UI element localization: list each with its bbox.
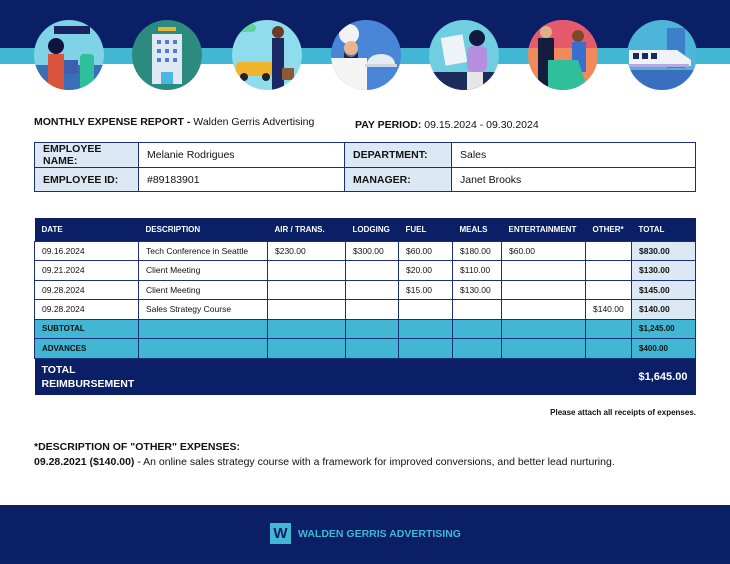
- cell-fuel: $60.00: [399, 241, 453, 261]
- empty-cell: [139, 339, 268, 359]
- empty-cell: [502, 319, 586, 339]
- col-header-total: TOTAL: [632, 218, 696, 241]
- empty-cell: [139, 319, 268, 339]
- col-header-date: DATE: [35, 218, 139, 241]
- empty-cell: [502, 339, 586, 359]
- taxi-illustration-icon: [232, 20, 302, 90]
- employee-id-value: #89183901: [139, 168, 345, 192]
- menu-reading-illustration-icon: [429, 20, 499, 90]
- cell-fuel: $15.00: [399, 280, 453, 300]
- total-reimbursement-value: $1,645.00: [632, 358, 696, 395]
- info-row: [35, 143, 696, 168]
- col-header-meals: MEALS: [453, 218, 502, 241]
- airport-illustration-icon: [34, 20, 104, 90]
- table-row: [35, 241, 696, 261]
- cell-lodging: $300.00: [346, 241, 399, 261]
- cell-meals: $130.00: [453, 280, 502, 300]
- cell-lodging: [346, 261, 399, 281]
- cell-other: [586, 280, 632, 300]
- cell-entertainment: [502, 280, 586, 300]
- department-value: Sales: [452, 143, 696, 168]
- cell-lodging: [346, 280, 399, 300]
- col-header-lodging: LODGING: [346, 218, 399, 241]
- total-reimbursement-label: [35, 358, 632, 395]
- empty-cell: [453, 339, 502, 359]
- cell-meals: $110.00: [453, 261, 502, 281]
- cell-total: $130.00: [632, 261, 696, 281]
- info-row: [35, 168, 696, 192]
- hotel-illustration-icon: [132, 20, 202, 90]
- total-label-line2: REIMBURSEMENT: [41, 377, 135, 390]
- cell-date: 09.28.2024: [35, 300, 139, 320]
- empty-cell: [399, 319, 453, 339]
- business-meeting-illustration-icon: [528, 20, 598, 90]
- advances-value: $400.00: [632, 339, 696, 359]
- cell-description: Client Meeting: [139, 280, 268, 300]
- subtotal-row: [35, 319, 696, 339]
- cell-entertainment: $60.00: [502, 241, 586, 261]
- cell-total: $830.00: [632, 241, 696, 261]
- subtotal-value: $1,245.00: [632, 319, 696, 339]
- company-name: Walden Gerris Advertising: [193, 116, 315, 128]
- pay-period-value: 09.15.2024 - 09.30.2024: [424, 119, 539, 131]
- empty-cell: [399, 339, 453, 359]
- cell-air-trans: [268, 300, 346, 320]
- col-header-description: DESCRIPTION: [139, 218, 268, 241]
- employee-name-value: Melanie Rodrigues: [139, 143, 345, 168]
- empty-cell: [268, 339, 346, 359]
- empty-cell: [453, 319, 502, 339]
- cell-air-trans: $230.00: [268, 241, 346, 261]
- other-expenses-heading: *DESCRIPTION OF "OTHER" EXPENSES:: [34, 441, 240, 453]
- pay-period-label: PAY PERIOD:: [355, 119, 422, 131]
- empty-cell: [586, 339, 632, 359]
- cell-fuel: $20.00: [399, 261, 453, 281]
- employee-info-table: [34, 142, 696, 192]
- expense-table: [34, 218, 696, 395]
- cell-air-trans: [268, 261, 346, 281]
- total-reimbursement-row: [35, 358, 696, 395]
- col-header-entertainment: ENTERTAINMENT: [502, 218, 586, 241]
- cell-other: [586, 261, 632, 281]
- department-label: DEPARTMENT:: [345, 143, 452, 168]
- chef-illustration-icon: [331, 20, 401, 90]
- expense-header-row: [35, 218, 696, 241]
- cell-other: $140.00: [586, 300, 632, 320]
- report-title: [34, 116, 314, 128]
- cell-total: $140.00: [632, 300, 696, 320]
- manager-value: Janet Brooks: [452, 168, 696, 192]
- employee-id-label: EMPLOYEE ID:: [35, 168, 139, 192]
- cell-other: [586, 241, 632, 261]
- other-expenses-text: [34, 456, 615, 468]
- col-header-air-trans: AIR / TRANS.: [268, 218, 346, 241]
- cell-description: Tech Conference in Seattle: [139, 241, 268, 261]
- total-label-line1: TOTAL: [41, 363, 76, 376]
- cell-description: Sales Strategy Course: [139, 300, 268, 320]
- footer-company-name: WALDEN GERRIS ADVERTISING: [298, 528, 461, 540]
- other-expense-description: - An online sales strategy course with a framework for improved conversions, and better lead nurturing.: [134, 456, 615, 468]
- advances-row: [35, 339, 696, 359]
- empty-cell: [346, 319, 399, 339]
- empty-cell: [268, 319, 346, 339]
- employee-name-label: EMPLOYEE NAME:: [35, 143, 139, 168]
- company-logo-icon: W: [270, 523, 291, 544]
- cell-entertainment: [502, 300, 586, 320]
- cell-fuel: [399, 300, 453, 320]
- cell-description: Client Meeting: [139, 261, 268, 281]
- other-expense-date-amount: 09.28.2021 ($140.00): [34, 456, 135, 468]
- cell-meals: [453, 300, 502, 320]
- col-header-other: OTHER*: [586, 218, 632, 241]
- cell-date: 09.16.2024: [35, 241, 139, 261]
- train-illustration-icon: [627, 20, 697, 90]
- manager-label: MANAGER:: [345, 168, 452, 192]
- pay-period: [355, 119, 539, 131]
- col-header-fuel: FUEL: [399, 218, 453, 241]
- subtotal-label: SUBTOTAL: [35, 319, 139, 339]
- cell-date: 09.28.2024: [35, 280, 139, 300]
- cell-entertainment: [502, 261, 586, 281]
- report-title-label: MONTHLY EXPENSE REPORT -: [34, 116, 191, 128]
- cell-lodging: [346, 300, 399, 320]
- advances-label: ADVANCES: [35, 339, 139, 359]
- cell-meals: $180.00: [453, 241, 502, 261]
- empty-cell: [586, 319, 632, 339]
- cell-date: 09.21.2024: [35, 261, 139, 281]
- table-row: [35, 261, 696, 281]
- empty-cell: [346, 339, 399, 359]
- cell-air-trans: [268, 280, 346, 300]
- cell-total: $145.00: [632, 280, 696, 300]
- table-row: [35, 300, 696, 320]
- receipts-note: Please attach all receipts of expenses.: [550, 408, 696, 417]
- table-row: [35, 280, 696, 300]
